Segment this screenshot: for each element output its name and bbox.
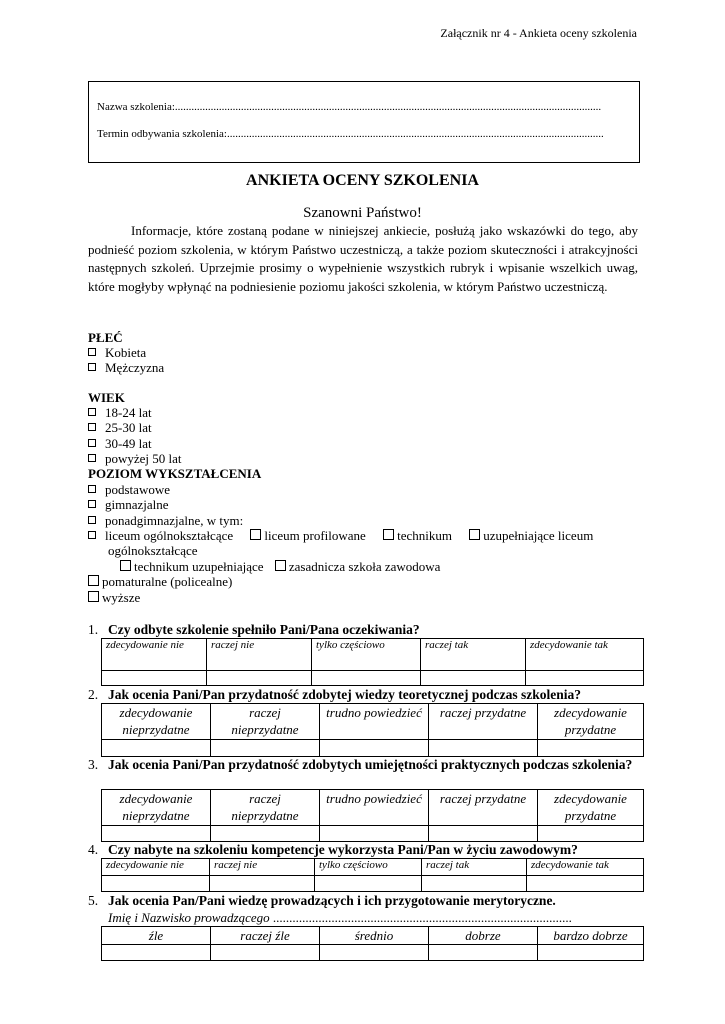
answer-cell[interactable] — [429, 826, 538, 842]
age-option-18-24[interactable] — [88, 405, 152, 421]
answer-cell[interactable] — [538, 945, 644, 961]
age-option-25-30[interactable] — [88, 420, 152, 436]
checkbox-icon[interactable] — [250, 529, 261, 540]
option-label: ponadgimnazjalne, w tym: — [105, 513, 244, 528]
answer-header: raczej tak — [421, 639, 526, 671]
answer-cell[interactable] — [312, 671, 421, 686]
attachment-label: Załącznik nr 4 - Ankieta oceny szkolenia — [440, 26, 637, 40]
answer-header: zdecydowanie tak — [527, 859, 644, 876]
question-text: Jak ocenia Pani/Pan przydatność zdobytej wiedzy teoretycznej podczas szkolenia? — [108, 687, 581, 702]
option-label: technikum — [397, 528, 452, 543]
option-label: powyżej 50 lat — [105, 451, 182, 466]
checkbox-icon[interactable] — [88, 500, 96, 508]
checkbox-icon[interactable] — [88, 454, 96, 462]
education-option-supplementary-technical[interactable] — [120, 559, 264, 574]
answer-header: zdecydowanie nie — [102, 639, 207, 671]
education-suboptions-row2 — [120, 559, 440, 575]
question-text: Czy nabyte na szkoleniu kompetencje wykorzysta Pani/Pan w życiu zawodowym? — [108, 842, 578, 857]
education-option-vocational[interactable] — [275, 559, 441, 574]
training-date-dots: ......................................................................................................................................... — [226, 128, 604, 140]
answer-table-q2 — [101, 703, 644, 757]
answer-table-q3 — [101, 789, 644, 842]
answer-cell[interactable] — [210, 876, 315, 892]
checkbox-icon[interactable] — [275, 560, 286, 571]
answer-cell[interactable] — [207, 671, 312, 686]
answer-header: zdecydowanie nieprzydatne — [102, 704, 211, 740]
answer-table-q4 — [101, 858, 644, 892]
question-3 — [88, 756, 640, 773]
answer-header: raczej nie — [207, 639, 312, 671]
education-option-post-secondary[interactable] — [88, 574, 232, 590]
answer-header: zdecydowanie nieprzydatne — [102, 790, 211, 826]
checkbox-icon[interactable] — [88, 439, 96, 447]
education-suboption-continuation: ogólnokształcące — [108, 543, 198, 558]
question-1 — [88, 622, 640, 638]
answer-cell[interactable] — [526, 671, 644, 686]
greeting: Szanowni Państwo! — [303, 205, 422, 221]
sex-option-female[interactable] — [88, 345, 146, 361]
answer-cell[interactable] — [102, 740, 211, 757]
checkbox-icon[interactable] — [120, 560, 131, 571]
age-option-50-plus[interactable] — [88, 451, 182, 467]
answer-header: raczej nieprzydatne — [211, 704, 320, 740]
question-5 — [88, 893, 640, 909]
training-date-field[interactable] — [97, 128, 627, 140]
education-option-general-lyceum[interactable] — [88, 528, 233, 543]
option-label: liceum ogólnokształcące — [105, 528, 234, 543]
training-info-box — [88, 81, 640, 163]
answer-header: raczej źle — [211, 927, 320, 945]
training-date-label: Termin odbywania szkolenia: — [97, 128, 227, 140]
checkbox-icon[interactable] — [88, 348, 96, 356]
answer-cell[interactable] — [315, 876, 422, 892]
answer-header: raczej nieprzydatne — [211, 790, 320, 826]
answer-header: trudno powiedzieć — [320, 790, 429, 826]
answer-header: raczej nie — [210, 859, 315, 876]
question-text: Jak ocenia Pani/Pan przydatność zdobytych umiejętności praktycznych podczas szkolenia? — [108, 757, 633, 772]
answer-cell[interactable] — [538, 740, 644, 757]
sex-heading: PŁEĆ — [88, 330, 123, 345]
answer-header: bardzo dobrze — [538, 927, 644, 945]
answer-cell[interactable] — [102, 945, 211, 961]
education-option-profiled-lyceum[interactable] — [250, 528, 365, 543]
checkbox-icon[interactable] — [88, 363, 96, 371]
question-text: Czy odbyte szkolenie spełniło Pani/Pana oczekiwania? — [108, 622, 420, 637]
education-heading: POZIOM WYKSZTAŁCENIA — [88, 466, 262, 481]
option-label: technikum uzupełniające — [134, 559, 264, 574]
answer-header: zdecydowanie tak — [526, 639, 644, 671]
question-4 — [88, 842, 640, 858]
question-number: 5. — [88, 893, 99, 908]
answer-cell[interactable] — [211, 740, 320, 757]
answer-header: średnio — [320, 927, 429, 945]
training-name-label: Nazwa szkolenia: — [97, 101, 175, 113]
answer-cell[interactable] — [422, 876, 527, 892]
answer-cell[interactable] — [211, 826, 320, 842]
option-label: zasadnicza szkoła zawodowa — [288, 559, 441, 574]
answer-cell[interactable] — [538, 826, 644, 842]
option-label: 18-24 lat — [105, 405, 152, 420]
checkbox-icon[interactable] — [88, 516, 96, 524]
checkbox-icon[interactable] — [88, 591, 99, 602]
checkbox-icon[interactable] — [88, 575, 99, 586]
option-label: Mężczyzna — [105, 360, 165, 375]
checkbox-icon[interactable] — [88, 485, 96, 493]
checkbox-icon[interactable] — [88, 423, 96, 431]
education-option-secondary[interactable] — [88, 513, 243, 529]
checkbox-icon[interactable] — [383, 529, 394, 540]
answer-header: zdecydowanie nie — [102, 859, 210, 876]
answer-header: trudno powiedzieć — [320, 704, 429, 740]
question-number: 1. — [88, 622, 99, 637]
education-option-primary[interactable] — [88, 482, 170, 498]
answer-header: raczej przydatne — [429, 790, 538, 826]
answer-table-q1 — [101, 638, 644, 686]
answer-cell[interactable] — [429, 740, 538, 757]
answer-header: raczej tak — [422, 859, 527, 876]
option-label: 30-49 lat — [105, 436, 152, 451]
education-option-higher[interactable] — [88, 590, 140, 606]
answer-cell[interactable] — [429, 945, 538, 961]
intro-paragraph: Informacje, które zostaną podane w niniejszej ankiecie, posłużą jako wskazówki do tego, aby podnieść poziom szkolenia, w którym Państwo uczestniczą, a także poziom skuteczności i atrakcyjności następnych szkoleń. Uprzejmie prosimy o wypełnienie wszystkich rubryk i wpisanie wszelkich uwag, które mogłyby wpłynąć na podniesienie poziomu jakości szkolenia, w którym Państwo uczestniczą. — [88, 223, 638, 294]
question-number: 3. — [88, 757, 99, 772]
answer-header: tylko częściowo — [315, 859, 422, 876]
answer-cell[interactable] — [211, 945, 320, 961]
answer-header: zdecydowanie przydatne — [538, 704, 644, 740]
education-option-technical[interactable] — [383, 528, 452, 543]
education-suboptions-row1 — [88, 528, 593, 544]
trainer-name-label: Imię i Nazwisko prowadzącego — [108, 910, 270, 925]
training-name-field[interactable] — [97, 101, 627, 113]
trainer-name-dots: ............................................................................................ — [272, 910, 572, 925]
answer-cell[interactable] — [102, 876, 210, 892]
answer-cell[interactable] — [320, 945, 429, 961]
answer-header: raczej przydatne — [429, 704, 538, 740]
education-option-gymnasium[interactable] — [88, 497, 169, 513]
age-heading: WIEK — [88, 390, 125, 405]
question-2 — [88, 687, 640, 703]
answer-cell[interactable] — [527, 876, 644, 892]
answer-cell[interactable] — [102, 826, 211, 842]
option-label: podstawowe — [105, 482, 170, 497]
option-label: Kobieta — [105, 345, 147, 360]
answer-cell[interactable] — [421, 671, 526, 686]
answer-cell[interactable] — [102, 671, 207, 686]
option-label: pomaturalne (policealne) — [102, 574, 233, 589]
answer-header: dobrze — [429, 927, 538, 945]
training-name-dots: ........................................................................................................................................................... — [174, 101, 602, 113]
trainer-name-field[interactable] — [108, 910, 572, 926]
question-number: 4. — [88, 842, 99, 857]
answer-header: źle — [102, 927, 211, 945]
option-label: uzupełniające liceum — [483, 528, 594, 543]
education-option-supplementary-lyceum[interactable] — [469, 528, 593, 543]
question-number: 2. — [88, 687, 99, 702]
answer-header: tylko częściowo — [312, 639, 421, 671]
age-option-30-49[interactable] — [88, 436, 152, 452]
answer-cell[interactable] — [320, 740, 429, 757]
option-label: wyższe — [102, 590, 141, 605]
answer-cell[interactable] — [320, 826, 429, 842]
checkbox-icon[interactable] — [88, 531, 96, 539]
answer-table-q5 — [101, 926, 644, 961]
checkbox-icon[interactable] — [88, 408, 96, 416]
option-label: gimnazjalne — [105, 497, 169, 512]
page-title: ANKIETA OCENY SZKOLENIA — [246, 172, 479, 189]
option-label: 25-30 lat — [105, 420, 152, 435]
question-text: Jak ocenia Pan/Pani wiedzę prowadzących i ich przygotowanie merytoryczne. — [108, 893, 556, 908]
answer-header: zdecydowanie przydatne — [538, 790, 644, 826]
checkbox-icon[interactable] — [469, 529, 480, 540]
sex-option-male[interactable] — [88, 360, 164, 376]
option-label: liceum profilowane — [264, 528, 366, 543]
